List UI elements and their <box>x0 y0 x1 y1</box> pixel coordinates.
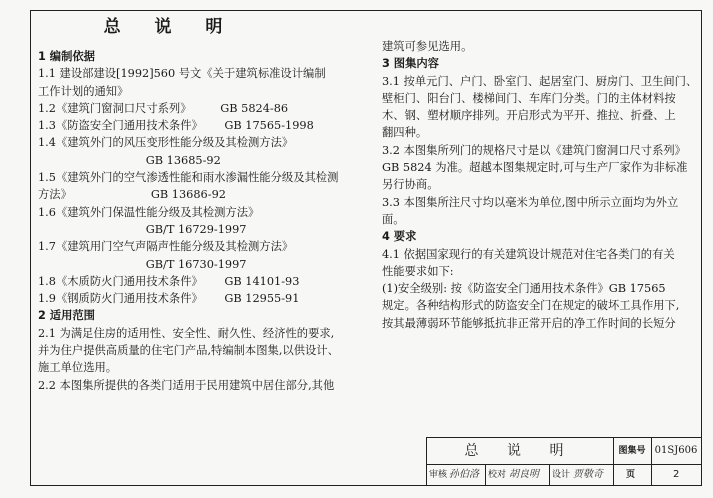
text-line: 1.1 建设部建设[1992]560 号文《关于建筑标准设计编制 <box>38 67 326 81</box>
text-line: 规定。各种结构形式的防盗安全门在规定的破坏工具作用下, <box>382 299 680 313</box>
right-column <box>382 38 698 332</box>
text-line: 3.1 按单元门、户门、卧室门、起居室门、厨房门、卫生间门、 <box>382 74 698 88</box>
text-line: 4.1 依据国家现行的有关建筑设计规范对住宅各类门的有关 <box>382 247 675 261</box>
text-line: 木、钢、塑材顺序排列。开启形式为平开、推拉、折叠、上 <box>382 109 676 123</box>
text-line: 1.5《建筑外门的空气渗透性能和雨水渗漏性能分级及其检测 <box>38 171 339 185</box>
text-line: 面。 <box>382 212 405 226</box>
section-heading: 4 要求 <box>382 230 417 244</box>
text-line: 1.3《防盗安全门通用技术条件》 GB 17565-1998 <box>38 119 314 133</box>
text-line: 壁柜门、阳台门、楼梯间门、车库门分类。门的主体材料按 <box>382 91 676 105</box>
text-line: GB 5824 为准。超越本图集规定时,可与生产厂家作为非标准 <box>382 161 688 175</box>
text-line: 1.9《钢质防火门通用技术条件》 GB 12955-91 <box>38 292 300 306</box>
text-line: 1.4《建筑外门的风压变形性能分级及其检测方法》 <box>38 136 294 150</box>
text-line: 3.3 本图集所注尺寸均以毫米为单位,图中所示立面均为外立 <box>382 195 679 209</box>
text-line: 另行协商。 <box>382 178 439 192</box>
title-block <box>426 437 702 486</box>
review-label: 审核 <box>429 470 448 480</box>
text-line: 建筑可参见选用。 <box>382 40 473 53</box>
divider <box>651 464 652 486</box>
review-signature: 孙伯洛 <box>449 469 479 480</box>
section-heading: 1 编制依据 <box>38 50 95 63</box>
page-label: 页 <box>626 470 636 480</box>
text-line: GB/T 16729-1997 <box>38 222 247 236</box>
text-line: 按其最薄弱环节能够抵抗非正常开启的净工作时间的长短分 <box>382 316 676 330</box>
divider <box>613 464 614 486</box>
atlas-number: 01SJ606 <box>654 445 698 456</box>
text-line: 施工单位选用。 <box>38 361 118 375</box>
text-line: GB/T 16730-1997 <box>38 257 247 271</box>
design-signature: 贾敬奇 <box>573 469 603 480</box>
divider <box>485 464 486 486</box>
text-line: 1.2《建筑门窗洞口尺寸系列》 GB 5824-86 <box>38 101 289 115</box>
section-heading: 2 适用范围 <box>38 309 95 323</box>
title-block-name: 总 说 明 <box>427 438 614 464</box>
text-line: 并为住户提供高质量的住宅门产品,特编制本图集,以供设计、 <box>38 344 339 358</box>
text-line: 2.2 本图集所提供的各类门适用于民用建筑中居住部分,其他 <box>38 378 335 392</box>
left-column <box>38 48 338 394</box>
text-line: 工作计划的通知》 <box>38 84 129 98</box>
check-label: 校对 <box>488 470 507 480</box>
title-block-sign-row <box>427 464 702 486</box>
design-label: 设计 <box>552 470 571 480</box>
text-line: 1.7《建筑用门空气声隔声性能分级及其检测方法》 <box>38 240 294 254</box>
text-line: 1.8《木质防火门通用技术条件》 GB 14101-93 <box>38 274 300 288</box>
page-number: 2 <box>673 469 680 480</box>
text-line: 翻四种。 <box>382 126 428 140</box>
page-title: 总 说 明 <box>103 17 237 37</box>
text-line: 3.2 本图集所列门的规格尺寸是以《建筑门窗洞口尺寸系列》 <box>382 143 686 157</box>
check-signature: 胡良明 <box>509 469 539 480</box>
text-line: (1)安全级别: 按《防盗安全门通用技术条件》GB 17565 <box>382 282 666 296</box>
section-heading: 3 图集内容 <box>382 57 439 71</box>
text-line: GB 13685-92 <box>38 153 221 167</box>
divider <box>549 464 550 486</box>
atlas-number-label: 图集号 <box>613 438 652 464</box>
title-block-top-row <box>427 438 702 465</box>
text-line: 2.1 为满足住房的适用性、安全性、耐久性、经济性的要求, <box>38 326 335 340</box>
text-line: 性能要求如下: <box>382 264 454 278</box>
text-line: 1.6《建筑外门保温性能分级及其检测方法》 <box>38 205 260 219</box>
text-line: 方法》 GB 13686-92 <box>38 188 226 202</box>
